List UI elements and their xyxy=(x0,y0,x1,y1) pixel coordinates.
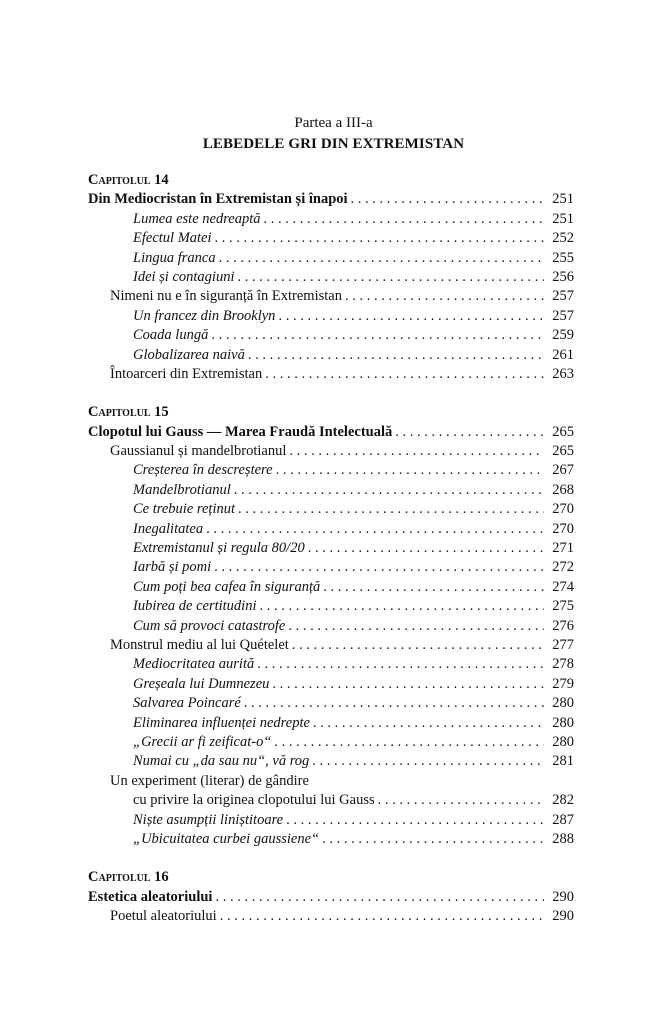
page-number: 277 xyxy=(552,636,574,653)
toc-entry[interactable] xyxy=(88,733,574,752)
chapter-14 xyxy=(88,171,574,384)
dot-leader xyxy=(345,287,544,306)
dot-leader xyxy=(238,268,545,287)
page-number: 256 xyxy=(552,268,574,285)
table-of-contents xyxy=(88,171,574,926)
page-number: 290 xyxy=(552,908,574,925)
page-number: 252 xyxy=(552,230,574,247)
page-number: 267 xyxy=(552,462,574,479)
entry-title: Eliminarea influenței nedrepte xyxy=(133,714,310,731)
entry-title: Cum să provoci catastrofe xyxy=(133,617,286,634)
page-number: 278 xyxy=(552,656,574,673)
dot-leader xyxy=(214,558,544,577)
part-title: Partea a III-a xyxy=(294,115,373,131)
toc-entry[interactable] xyxy=(88,578,574,597)
toc-entry[interactable] xyxy=(88,655,574,674)
page-number: 288 xyxy=(552,830,574,847)
entry-title: Monstrul mediu al lui Quételet xyxy=(110,636,289,653)
chapter-label: Capitolul 15 xyxy=(88,404,169,421)
page-number: 255 xyxy=(552,249,574,266)
entry-title: „Grecii ar fi zeificat-o“ xyxy=(133,733,272,750)
toc-section-entry[interactable] xyxy=(88,772,574,791)
dot-leader xyxy=(215,888,544,907)
chapter-title: Din Mediocristan în Extremistan și înapoi xyxy=(88,191,348,208)
page-number: 263 xyxy=(552,365,574,382)
entry-title: Întoarceri din Extremistan xyxy=(110,365,263,382)
page-number: 272 xyxy=(552,559,574,576)
toc-entry[interactable] xyxy=(88,210,574,229)
entry-title: Iarbă și pomi xyxy=(133,559,212,576)
page-number: 279 xyxy=(552,675,574,692)
toc-entry[interactable] xyxy=(88,558,574,577)
entry-title: Globalizarea naivă xyxy=(133,346,245,363)
entry-title: Inegalitatea xyxy=(133,520,204,537)
toc-entry[interactable] xyxy=(88,326,574,345)
page-number: 271 xyxy=(552,540,574,557)
dot-leader xyxy=(378,791,544,810)
toc-entry[interactable] xyxy=(88,229,574,248)
toc-entry[interactable] xyxy=(88,617,574,636)
dot-leader xyxy=(322,830,544,849)
page-number: 290 xyxy=(552,888,574,905)
chapter-title-entry[interactable] xyxy=(88,423,574,442)
page-number: 265 xyxy=(552,423,574,440)
page-number: 281 xyxy=(552,753,574,770)
dot-leader xyxy=(234,481,544,500)
toc-entry[interactable] xyxy=(88,249,574,268)
dot-leader xyxy=(265,365,544,384)
dot-leader xyxy=(313,714,544,733)
part-subtitle: LEBEDELE GRI DIN EXTREMISTAN xyxy=(202,136,465,152)
dot-leader xyxy=(219,249,544,268)
chapter-15 xyxy=(88,403,574,849)
chapter-label: Capitolul 16 xyxy=(88,869,169,886)
entry-title: Coada lungă xyxy=(133,327,209,344)
entry-title: Iubirea de certitudini xyxy=(133,598,257,615)
entry-title: Numai cu „da sau nu“, vă rog xyxy=(133,753,310,770)
chapter-title-entry[interactable] xyxy=(88,888,574,907)
dot-leader xyxy=(312,752,544,771)
dot-leader xyxy=(211,326,544,345)
page-number: 261 xyxy=(552,346,574,363)
page-number: 251 xyxy=(552,191,574,208)
toc-section-entry[interactable] xyxy=(88,636,574,655)
toc-entry[interactable] xyxy=(88,461,574,480)
dot-leader xyxy=(260,597,545,616)
page-number: 280 xyxy=(552,714,574,731)
dot-leader xyxy=(220,907,544,926)
toc-section-entry[interactable] xyxy=(88,287,574,306)
dot-leader xyxy=(215,229,544,248)
toc-entry[interactable] xyxy=(88,307,574,326)
entry-title: Gaussianul și mandelbrotianul xyxy=(110,443,287,460)
dot-leader xyxy=(308,539,544,558)
page-number: 270 xyxy=(552,501,574,518)
entry-title: cu privire la originea clopotului lui Gauss xyxy=(133,792,375,809)
page-number: 257 xyxy=(552,288,574,305)
entry-title: Extremistanul și regula 80/20 xyxy=(133,540,305,557)
toc-entry[interactable] xyxy=(88,675,574,694)
entry-title: Ce trebuie reținut xyxy=(133,501,236,518)
toc-section-entry[interactable] xyxy=(88,907,574,926)
entry-title: Salvarea Poincaré xyxy=(133,695,241,712)
entry-title: „Ubicuitatea curbei gaussiene“ xyxy=(133,830,320,847)
page-number: 280 xyxy=(552,733,574,750)
chapter-title: Estetica aleatoriului xyxy=(88,888,213,905)
page-number: 265 xyxy=(552,443,574,460)
dot-leader xyxy=(323,578,544,597)
entry-title: Niște asumpții liniștitoare xyxy=(133,811,284,828)
page-number: 257 xyxy=(552,307,574,324)
dot-leader xyxy=(274,733,544,752)
entry-title: Idei și contagiuni xyxy=(133,268,235,285)
dot-leader xyxy=(238,500,544,519)
dot-leader xyxy=(395,423,544,442)
entry-title: Mandelbrotianul xyxy=(133,481,231,498)
entry-title: Lumea este nedreaptă xyxy=(133,210,261,227)
toc-entry[interactable] xyxy=(88,830,574,849)
page-number: 282 xyxy=(552,792,574,809)
page-number: 280 xyxy=(552,695,574,712)
toc-entry[interactable] xyxy=(88,539,574,558)
dot-leader xyxy=(248,346,544,365)
entry-title: Greșeala lui Dumnezeu xyxy=(133,675,270,692)
dot-leader xyxy=(351,190,544,209)
page-number: 270 xyxy=(552,520,574,537)
toc-section-entry-continuation[interactable] xyxy=(88,791,574,810)
toc-section-entry[interactable] xyxy=(88,365,574,384)
dot-leader xyxy=(244,694,544,713)
dot-leader xyxy=(257,655,544,674)
entry-title: Cum poți bea cafea în siguranță xyxy=(133,578,321,595)
dot-leader xyxy=(288,617,544,636)
toc-section-entry[interactable] xyxy=(88,442,574,461)
toc-entry[interactable] xyxy=(88,481,574,500)
toc-entry[interactable] xyxy=(88,520,574,539)
toc-entry[interactable] xyxy=(88,811,574,830)
chapter-title-entry[interactable] xyxy=(88,190,574,209)
toc-entry[interactable] xyxy=(88,694,574,713)
toc-entry[interactable] xyxy=(88,500,574,519)
page-number: 259 xyxy=(552,327,574,344)
chapter-16 xyxy=(88,868,574,926)
part-header xyxy=(0,113,667,155)
toc-entry[interactable] xyxy=(88,597,574,616)
dot-leader xyxy=(292,636,544,655)
entry-title: Efectul Matei xyxy=(133,230,212,247)
page-number: 287 xyxy=(552,811,574,828)
toc-entry[interactable] xyxy=(88,346,574,365)
entry-title: Mediocritatea aurită xyxy=(133,656,255,673)
dot-leader xyxy=(276,461,544,480)
page-number: 251 xyxy=(552,210,574,227)
dot-leader xyxy=(206,520,544,539)
dot-leader xyxy=(264,210,544,229)
page-number: 276 xyxy=(552,617,574,634)
page-number: 275 xyxy=(552,598,574,615)
chapter-label: Capitolul 14 xyxy=(88,172,169,188)
dot-leader xyxy=(278,307,544,326)
entry-title: Un francez din Brooklyn xyxy=(133,307,276,324)
entry-title: Creșterea în descreștere xyxy=(133,462,273,479)
dot-leader xyxy=(286,811,544,830)
dot-leader xyxy=(272,675,544,694)
entry-title: Poetul aleatoriului xyxy=(110,908,217,925)
entry-title: Un experiment (literar) de gândire xyxy=(110,772,309,789)
toc-entry[interactable] xyxy=(88,714,574,733)
chapter-title: Clopotul lui Gauss — Marea Fraudă Intelectuală xyxy=(88,423,393,440)
entry-title: Nimeni nu e în siguranță în Extremistan xyxy=(110,288,342,305)
dot-leader xyxy=(289,442,544,461)
toc-entry[interactable] xyxy=(88,268,574,287)
toc-entry[interactable] xyxy=(88,752,574,771)
page-number: 274 xyxy=(552,578,574,595)
page-number: 268 xyxy=(552,481,574,498)
entry-title: Lingua franca xyxy=(133,249,216,266)
